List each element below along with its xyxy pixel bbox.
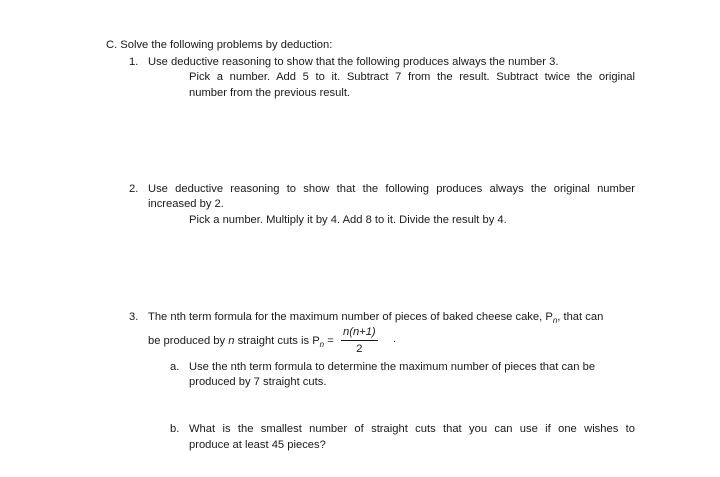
problem-2-procedure: Pick a number. Multiply it by 4. Add 8 to it. Divide the result by 4.: [189, 214, 507, 226]
sub-item-a-label: a.: [170, 361, 180, 373]
problem-2-number: 2.: [129, 183, 139, 195]
variable-n: n: [228, 335, 235, 347]
problem-1-procedure-line1: Pick a number. Add 5 to it. Subtract 7 from the result. Subtract twice the original: [189, 71, 635, 83]
problem-3-statement-text: The nth term formula for the maximum number of pieces of baked cheese cake, P: [148, 311, 553, 323]
problem-2-statement-line1: Use deductive reasoning to show that the following produces always the original number: [148, 183, 635, 195]
p-subscript: n: [552, 316, 558, 325]
section-heading: C. Solve the following problems by deduction:: [106, 39, 333, 51]
line2-mid: straight cuts is P: [234, 335, 320, 347]
problem-3-number: 3.: [129, 311, 139, 323]
sub-item-b-line2: produce at least 45 pieces?: [189, 439, 326, 451]
problem-3-statement-tail: , that can: [557, 311, 604, 323]
formula-period: .: [393, 333, 397, 345]
problem-2-statement-line2: increased by 2.: [148, 198, 224, 210]
formula-fraction: [341, 325, 378, 356]
sub-item-a-line1: Use the nth term formula to determine the maximum number of pieces that can be: [189, 361, 596, 373]
problem-3-statement-line2: [148, 334, 334, 352]
problem-1-procedure-line2: number from the previous result.: [189, 87, 351, 99]
formula-denominator: 2: [356, 343, 363, 355]
pn-subscript: n: [319, 340, 325, 349]
problem-1-statement: Use deductive reasoning to show that the following produces always the number 3.: [148, 56, 559, 68]
sub-item-b-label: b.: [170, 423, 180, 435]
sub-item-a-line2: produced by 7 straight cuts.: [189, 376, 327, 388]
equals-sign: =: [324, 335, 334, 347]
line2-pre: be produced by: [148, 335, 229, 347]
formula-numerator: n(n+1): [341, 325, 378, 341]
sub-item-b-line1: What is the smallest number of straight cuts that you can use if one wishes to: [189, 423, 635, 435]
problem-1-number: 1.: [129, 56, 139, 68]
